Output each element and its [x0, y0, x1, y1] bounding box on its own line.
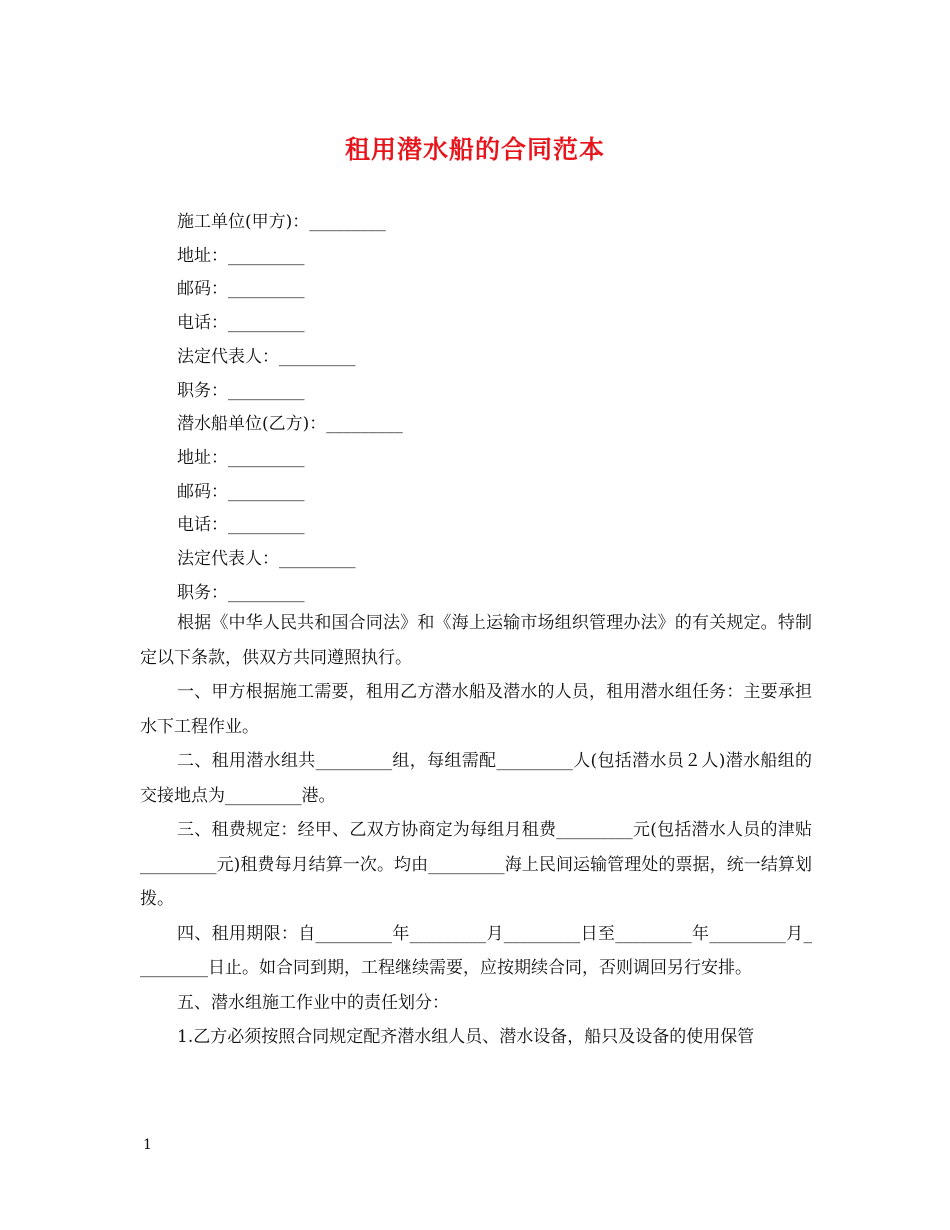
clause-2: 二、租用潜水组共_________组，每组需配_________人(包括潜水员２人)潜水船组的交接地点为_________港。 — [140, 751, 812, 806]
party-a-position: 职务：_________ — [177, 380, 305, 401]
clause-5-item-1: 1.乙方必须按照合同规定配齐潜水组人员、潜水设备，船只及设备的使用保管 — [177, 1027, 755, 1047]
clause-1: 一、甲方根据施工需要，租用乙方潜水船及潜水的人员，租用潜水组任务：主要承担水下工程作业。 — [140, 682, 812, 737]
preamble-paragraph: 根据《中华人民共和国合同法》和《海上运输市场组织管理办法》的有关规定。特制定以下条款，供双方共同遵照执行。 — [140, 613, 812, 668]
party-b-position: 职务：_________ — [177, 582, 305, 603]
party-a-legal-rep: 法定代表人：_________ — [177, 346, 356, 367]
contract-body — [140, 606, 812, 1055]
clause-3: 三、租费规定：经甲、乙双方协商定为每组月租费_________元(包括潜水人员的津贴_________元)租费每月结算一次。均由_________海上民间运输管理处的票据，统一结算划拨。 — [140, 820, 812, 909]
clause-5: 五、潜水组施工作业中的责任划分： — [177, 992, 449, 1013]
party-b-legal-rep: 法定代表人：_________ — [177, 549, 356, 570]
party-a-postcode: 邮码：_________ — [177, 279, 305, 300]
page-number: 1 — [143, 1137, 152, 1153]
clause-4: 四、租用期限：自_________年_________月_________日至_________年_________月_________日止。如合同到期，工程继续需要，应按期续合同，否则调回另行安排。 — [140, 923, 812, 978]
party-b-postcode: 邮码：_________ — [177, 481, 305, 502]
party-b-address: 地址：_________ — [177, 447, 305, 468]
party-a-phone: 电话：_________ — [177, 313, 305, 334]
party-fields — [177, 206, 403, 610]
party-b-unit: 潜水船单位(乙方)：_________ — [177, 414, 403, 435]
document-title: 租用潜水船的合同范本 — [344, 135, 605, 164]
party-a-unit: 施工单位(甲方)：_________ — [177, 212, 386, 232]
party-a-address: 地址：_________ — [177, 245, 305, 266]
party-b-phone: 电话：_________ — [177, 515, 305, 536]
